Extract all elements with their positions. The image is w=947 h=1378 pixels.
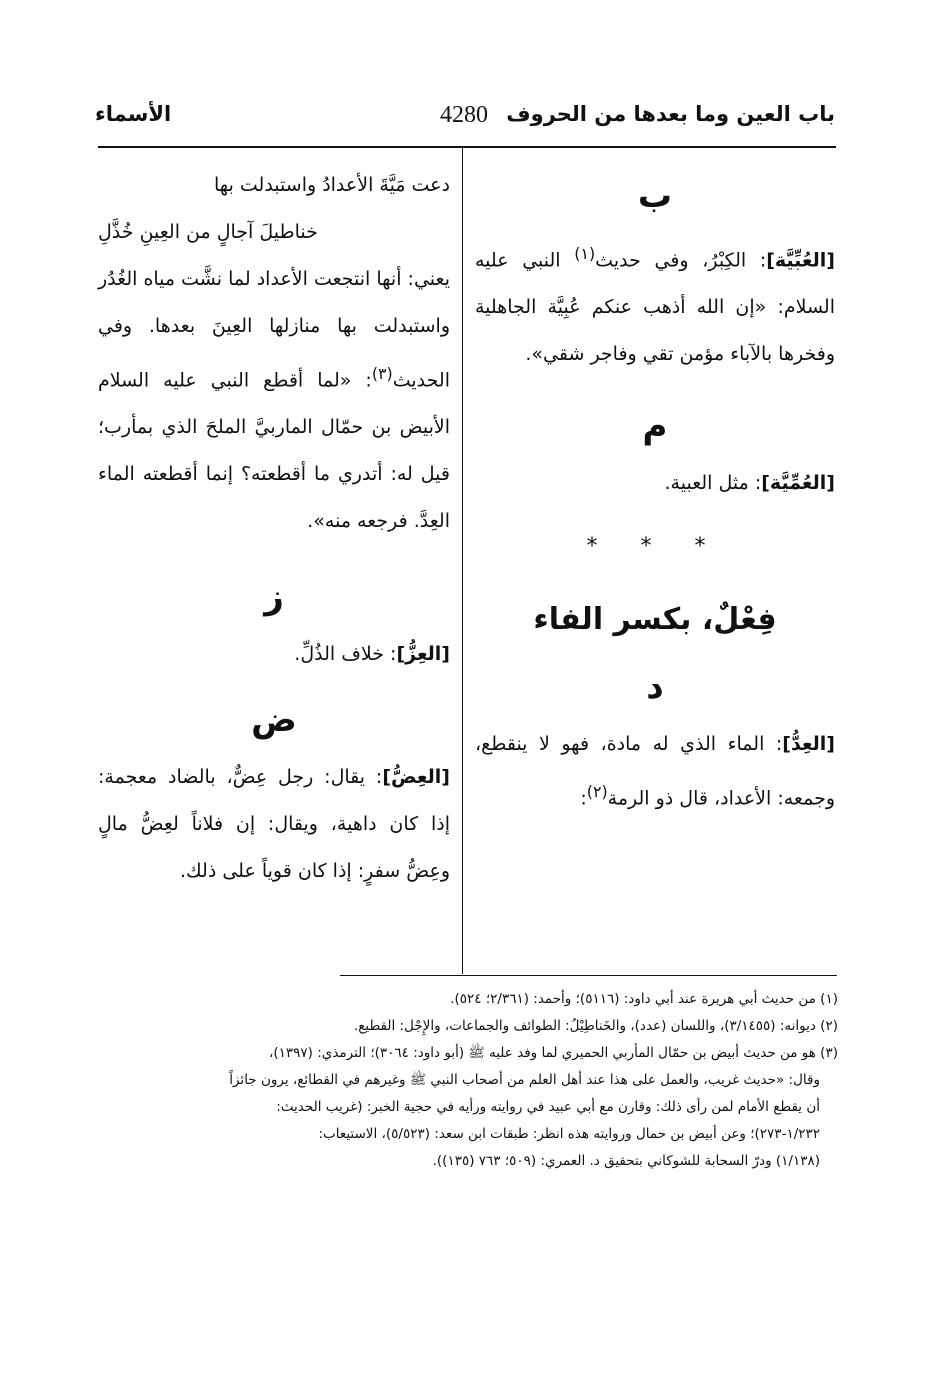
entry-text: : يقال: رجل عِضٌّ، بالضاد معجمة: إذا كان داهية، ويقال: إن فلاناً لعِضُّ مالٍ وعِضُّ سفرٍ: إذا كان قوياً على ذلك. xyxy=(98,766,450,883)
footnote-1: (١) من حديث أبي هريرة عند أبي داود: (٥١١٦)؛ وأحمد: (٢/٣٦١؛ ٥٢٤). xyxy=(450,991,838,1007)
explanation-text: : «لما أقطع النبي عليه السلام الأبيض بن حمّال الماربيَّ الملحَ الذي بمأرب؛ قيل له: أتدري ما أقطعته؟ إنما أقطعته الماء العِدَّ. فرجعه منه». xyxy=(98,369,450,533)
footnote-ref: (٣) xyxy=(371,364,393,383)
footnote-2: (٢) ديوانه: (٣/١٤٥٥)، واللسان (عدد)، والخَناطِيْلُ: الطوائف والجماعات، والإِجْل: القطيع. xyxy=(353,1018,838,1034)
entry-izz xyxy=(98,631,450,678)
explanation-text: يعني: أنها انتجعت الأعداد لما نشَّت مياه الغُدُر واستبدلت بها منازلها العِينَ بعدها. وفي الحديث xyxy=(98,268,450,392)
entry-ubbiyya xyxy=(475,230,835,378)
entry-text: : xyxy=(580,787,587,810)
footnote-rule xyxy=(340,975,837,976)
footnotes xyxy=(98,986,838,1175)
footnote-ref: (١) xyxy=(574,244,596,263)
entry-text: : الكِبْرُ، وفي حديث xyxy=(595,249,767,272)
entry-text: : الماء الذي له مادة، فهو لا ينقطع، وجمعه: الأعداد، قال ذو الرمة xyxy=(475,733,835,810)
chapter-title: باب العين وما بعدها من الحروف xyxy=(506,102,835,126)
section-separator: * * * xyxy=(586,534,724,560)
footnote-3-continued: (١/١٣٨) ودرّ السحابة للشوكاني بتحقيق د. العمري: (٥٠٩؛ ٧٦٣ (١٣٥)). xyxy=(432,1153,820,1169)
column-divider xyxy=(462,148,463,974)
entry-text: : خلاف الذُلِّ. xyxy=(294,643,397,666)
footnote-3-continued: ١/٢٣٢-٢٧٣)؛ وعن أبيض بن حمال وروايته هذه انظر: طبقات ابن سعد: (٥/٥٢٣)، الاستيعاب: xyxy=(318,1126,820,1142)
header-rule xyxy=(98,146,836,148)
section-title: الأسماء xyxy=(95,102,172,126)
entry-headword: [العِدُّ] xyxy=(782,733,835,756)
letter-heading-dad: ض xyxy=(251,700,297,741)
letter-heading-zay: ز xyxy=(264,577,284,618)
footnote-3: (٣) هو من حديث أبيض بن حمّال المأربي الحميري لما وفد عليه ﷺ (أبو داود: ٣٠٦٤)؛ الترمذي: (١٣٩٧)، xyxy=(269,1045,838,1061)
entry-idd xyxy=(98,754,450,895)
letter-heading-mim: م xyxy=(642,406,668,447)
footnote-3-continued: وقال: «حديث غريب، والعمل على هذا عند أهل العلم من أصحاب النبي ﷺ وغيرهم في القطائع، يرون جائزاً xyxy=(229,1072,820,1088)
letter-heading-dal: د xyxy=(646,667,664,708)
right-column xyxy=(475,162,835,823)
page-number: 4280 xyxy=(440,102,488,128)
verse-explanation xyxy=(98,256,450,545)
entry-headword: [العِضُّ] xyxy=(382,766,450,789)
entry-idd-water xyxy=(475,721,835,822)
poem-verse-2: خناطيلَ آجالٍ من العِينِ خُذَّلِ xyxy=(98,221,318,243)
letter-heading-ba: ب xyxy=(637,176,673,216)
entry-headword: [العُبِّيَّة] xyxy=(766,249,835,272)
footnote-ref: (٢) xyxy=(586,782,608,802)
entry-text: : مثل العبية. xyxy=(664,472,762,495)
poem-verse-1: دعت مَيَّةَ الأعدادُ واستبدلت بها xyxy=(214,174,450,196)
entry-headword: [العِزُّ] xyxy=(396,643,450,666)
left-column xyxy=(98,162,450,895)
entry-text: النبي عليه السلام: «إن الله أذهب عنكم عُبِيَّة الجاهلية وفخرها بالآباء مؤمن تقي وفاجر شقي». xyxy=(475,249,835,366)
pattern-heading: فِعْلٌ، بكسر الفاء xyxy=(533,602,777,638)
entry-headword: [العُمِّيَّة] xyxy=(761,472,835,495)
entry-ummiyya xyxy=(475,460,835,507)
footnote-3-continued: أن يقطع الأمام لمن رأى ذلك: وقارن مع أبي عبيد في روايته ورأيه في حجية الخبر: (غريب الحديث: xyxy=(276,1099,820,1115)
page-header xyxy=(95,98,835,142)
